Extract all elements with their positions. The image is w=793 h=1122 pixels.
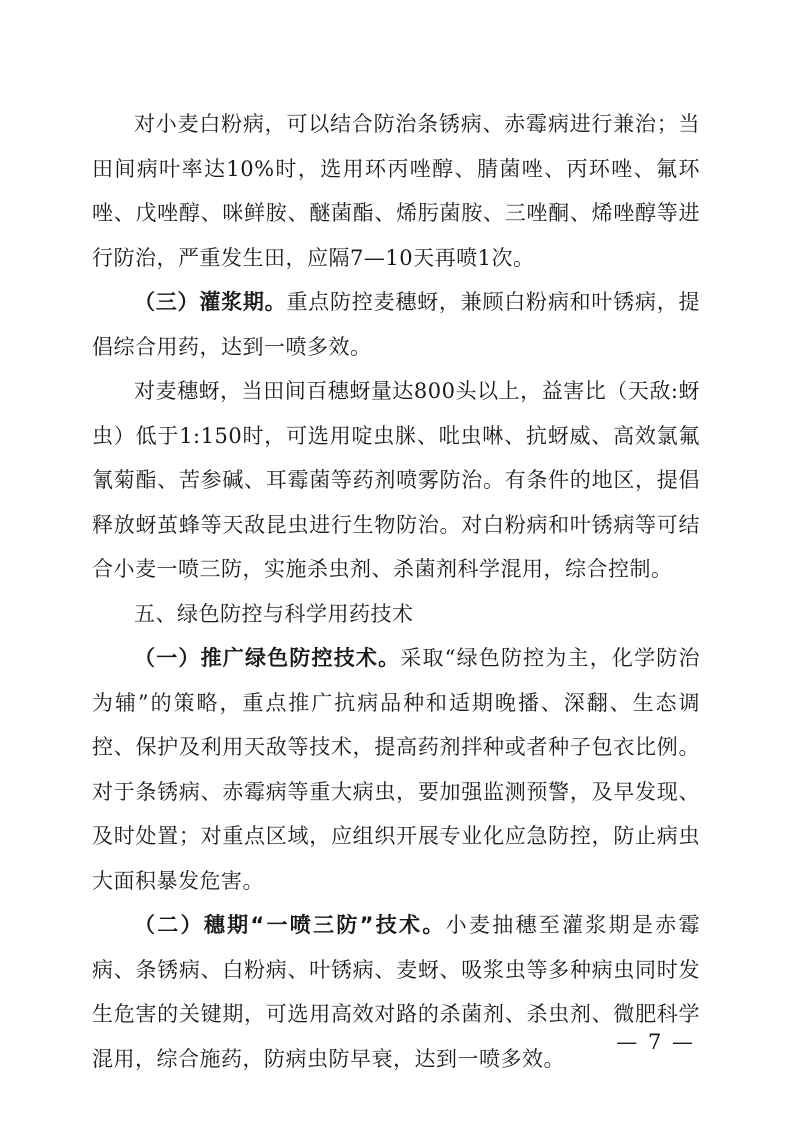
paragraph-powdery-mildew (92, 102, 700, 280)
section-heading: 五、绿色防控与科学用药技术 (134, 601, 414, 626)
paragraph-text: 采取“绿色防控为主，化学防治为辅”的策略，重点推广抗病品种和适期晚播、深翻、生态调控、保护及利用天敌等技术，提高药剂拌种或者种子包衣比例。对于条锈病、赤霉病等重大病虫，要加强监测预警，及早发现、及时处置；对重点区域，应组织开展专业化应急防控，防止病虫大面积暴发危害。 (92, 646, 700, 893)
paragraph-aphid-control (92, 369, 700, 592)
paragraph-green-control (92, 636, 700, 903)
paragraph-text: 重点防控麦穗蚜，兼顾白粉病和叶锈病，提倡综合用药，达到一喷多效。 (92, 290, 701, 359)
paragraph-grain-filling-stage (92, 280, 700, 369)
paragraph-lead: （三）灌浆期。 (134, 290, 287, 314)
paragraph-text: 小麦抽穗至灌浆期是赤霉病、条锈病、白粉病、叶锈病、麦蚜、吸浆虫等多种病虫同时发生危害的关键期，可选用高效对路的杀菌剂、杀虫剂、微肥科学混用，综合施药，防病虫防早衰，达到一喷多效。 (92, 913, 700, 1071)
document-body (92, 102, 700, 1081)
page-number: — 7 — (616, 1030, 695, 1054)
paragraph-one-spray-three-prevention (92, 903, 700, 1081)
paragraph-text: 对麦穗蚜，当田间百穗蚜量达800头以上，益害比（天敌:蚜虫）低于1:150时，可选用啶虫脒、吡虫啉、抗蚜威、高效氯氟氰菊酯、苦参碱、耳霉菌等药剂喷雾防治。有条件的地区，提倡释放蚜茧蜂等天敌昆虫进行生物防治。对白粉病和叶锈病等可结合小麦一喷三防，实施杀虫剂、杀菌剂科学混用，综合控制。 (92, 379, 700, 581)
paragraph-text: 对小麦白粉病，可以结合防治条锈病、赤霉病进行兼治；当田间病叶率达10%时，选用环丙唑醇、腈菌唑、丙环唑、氟环唑、戊唑醇、咪鲜胺、醚菌酯、烯肟菌胺、三唑酮、烯唑醇等进行防治，严重发生田，应隔7—10天再喷1次。 (92, 112, 700, 270)
paragraph-lead: （二）穗期“一喷三防”技术。 (134, 913, 446, 937)
paragraph-lead: （一）推广绿色防控技术。 (134, 646, 401, 670)
